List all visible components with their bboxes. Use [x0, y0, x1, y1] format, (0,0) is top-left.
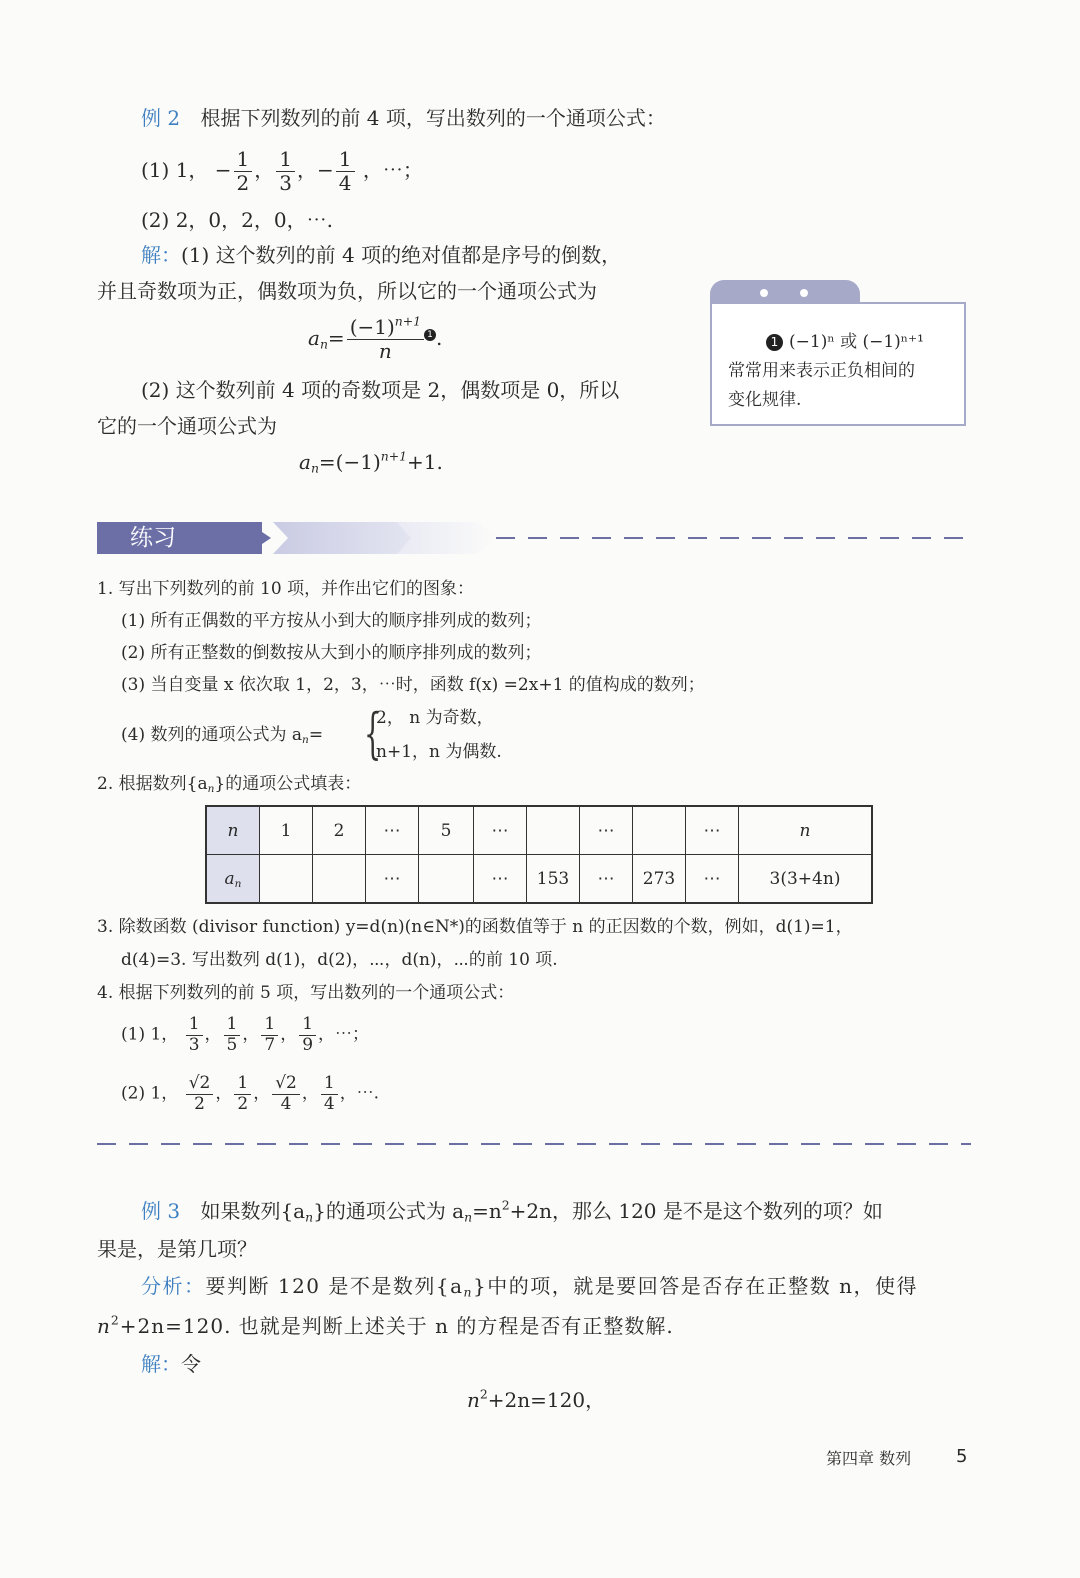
formula-an-1: $a_n=$ $\frac{(-1)^{n+1}}{n}$ 1 . [308, 313, 443, 363]
formula1-denominator: n [378, 339, 392, 363]
table-cell: ⋯ [686, 806, 739, 855]
item1-suffix: ，⋯； [362, 158, 423, 182]
equation-n: n [467, 1388, 480, 1412]
analysis-n: n [97, 1314, 111, 1338]
table-row [206, 855, 872, 904]
example3-solution-text: 令 [181, 1352, 201, 1376]
side-note-line2: 常常用来表示正负相间的 [728, 361, 915, 381]
table-cell: ⋯ [474, 855, 527, 904]
example3-text-c: =n [472, 1199, 502, 1223]
exercise-q1-4: (4) 数列的通项公式为 $a_n=$ [121, 725, 324, 747]
side-note-dot [760, 289, 768, 297]
exercise-q3-line1: 3. 除数函数 (divisor function) y=d(n)(n∈N*)的函数值等于 n 的正因数的个数，例如，d(1)=1， [97, 917, 853, 937]
example3-analysis-line2: $n^2+2n=120$. 也就是判断上述关于 n 的方程是否有正整数解. [97, 1312, 674, 1338]
example2-solution-line1 [141, 241, 621, 269]
example3-line1: 例 3 如果数列$\{a_n\}$的通项公式为 $a_n=n^2+2n$，那么 120 是不是这个数列的项？如 [141, 1197, 883, 1225]
example3-analysis-line1: 分析：要判断 120 是不是数列$\{a_n\}$中的项，就是要回答是否存在正整数 n，使得 [141, 1274, 918, 1300]
table-cell: $a_n$ [206, 855, 260, 904]
exercise-q4-1: (1) 1， $\frac{1}{3}$ ， $\frac{1}{5}$ ， $\frac{1}{7}$ ， $\frac{1}{9}$ ，⋯； [121, 1014, 370, 1055]
item1-terms: − $\frac{1}{2}$ ， $\frac{1}{3}$ ，− $\frac{1}{4}$ [215, 158, 357, 182]
table-cell [527, 806, 580, 855]
table-cell: ⋯ [474, 806, 527, 855]
side-note-dot [800, 289, 808, 297]
example3-solution [141, 1350, 201, 1378]
example3-equation: $n^2+2n=120$， [467, 1386, 606, 1412]
table-cell [313, 855, 366, 904]
q4-2-suffix: ，⋯. [339, 1083, 380, 1104]
q4-1-prefix: (1) 1， [121, 1024, 179, 1045]
table-cell: ⋯ [366, 806, 419, 855]
piecewise-brace: { [364, 702, 382, 765]
table-cell: 2 [313, 806, 366, 855]
exercise-q1-2: (2) 所有正整数的倒数按从大到小的顺序排列成的数列； [121, 643, 542, 663]
solution-text: (1) 这个数列的前 4 项的绝对值都是序号的倒数， [181, 243, 622, 267]
table-cell: 1 [260, 806, 313, 855]
solution-label: 解： [141, 243, 181, 267]
footnote-marker: 1 [424, 329, 436, 341]
banner-dashed-divider [496, 537, 970, 539]
exercise-q1-1: (1) 所有正偶数的平方按从小到大的顺序排列成的数列； [121, 611, 542, 631]
side-note-number: 1 [766, 334, 783, 351]
q2-text-end: }的通项公式填表： [214, 774, 362, 794]
fill-in-table [205, 805, 873, 904]
table-cell: ⋯ [686, 855, 739, 904]
example2-item2: (2) 2，0，2，0，⋯. [141, 208, 333, 232]
table-cell: ⋯ [366, 855, 419, 904]
side-note [710, 302, 966, 426]
exercise-q2: 2. 根据数列$\{a_n\}$的通项公式填表： [97, 774, 362, 796]
example3-label: 例 3 [141, 1199, 181, 1223]
exercise-end-divider [97, 1143, 971, 1145]
example2-solution2-line1: (2) 这个数列前 4 项的奇数项是 2，偶数项是 0，所以 [141, 378, 620, 402]
analysis-text-a: 要判断 120 是不是数列{a [205, 1274, 464, 1298]
q4-1-suffix: ，⋯； [318, 1024, 370, 1045]
table-cell [260, 855, 313, 904]
table-cell: 273 [633, 855, 686, 904]
side-note-text [728, 328, 956, 415]
piecewise-case1: 2， n 为奇数， [376, 708, 494, 728]
exercise-q1: 1. 写出下列数列的前 10 项，并作出它们的图象： [97, 579, 475, 599]
item1-prefix: (1) 1， [141, 158, 209, 182]
table-row [206, 806, 872, 855]
table-cell: 3(3+4n) [739, 855, 873, 904]
chapter-footer: 第四章 数列 [826, 1449, 912, 1468]
table-cell: 153 [527, 855, 580, 904]
example3-text-a: 如果数列{a [200, 1199, 306, 1223]
example3-text-b: }的通项公式为 a [313, 1199, 465, 1223]
page-number: 5 [956, 1446, 968, 1467]
example3-text-d: +2n，那么 120 是不是这个数列的项？如 [509, 1199, 883, 1223]
exercise-q3-line2: d(4)=3. 写出数列 d(1)，d(2)，⋯，d(n)，⋯的前 10 项. [121, 950, 558, 970]
table-cell: ⋯ [580, 806, 633, 855]
example2-solution-line2: 并且奇数项为正，偶数项为负，所以它的一个通项公式为 [97, 279, 597, 303]
q1-4-prefix: (4) 数列的通项公式为 a [121, 725, 303, 745]
analysis-text-b: }中的项，就是要回答是否存在正整数 n，使得 [473, 1274, 918, 1298]
table-cell: 5 [419, 806, 474, 855]
table-cell [633, 806, 686, 855]
analysis-label: 分析： [141, 1274, 206, 1298]
exercise-q1-3: (3) 当自变量 x 依次取 1，2，3，⋯时，函数 f(x) =2x+1 的值构成的数列； [121, 675, 705, 695]
q4-2-prefix: (2) 1， [121, 1083, 179, 1104]
table-cell: ⋯ [580, 855, 633, 904]
exercise-title: 练习 [130, 525, 176, 551]
example2-label: 例 2 [141, 106, 181, 130]
table-cell-text: a [224, 868, 235, 889]
equation-rest: +2n=120， [487, 1388, 606, 1412]
example2-item1 [141, 148, 423, 195]
table-cell: n [739, 806, 873, 855]
example2-solution2-line2: 它的一个通项公式为 [97, 414, 277, 438]
piecewise-case2: n+1，n 为偶数. [376, 742, 502, 762]
example3-line2: 果是，是第几项？ [97, 1237, 257, 1261]
side-note-line1: (−1)ⁿ 或 (−1)ⁿ⁺¹ [789, 332, 924, 352]
formula1-numerator: (−1) [349, 315, 395, 339]
exercise-q4-2: (2) 1， $\frac{√2}{2}$ ， $\frac{1}{2}$ ， $\frac{√2}{4}$ ， $\frac{1}{4}$ ，⋯. [121, 1073, 380, 1114]
example2-prompt: 根据下列数列的前 4 项，写出数列的一个通项公式： [200, 106, 666, 130]
example3-solution-label: 解： [141, 1352, 181, 1376]
exercise-q4: 4. 根据下列数列的前 5 项，写出数列的一个通项公式： [97, 983, 515, 1003]
table-cell [419, 855, 474, 904]
side-note-line3: 变化规律. [728, 390, 802, 410]
table-cell: n [206, 806, 260, 855]
formula2-body: =(−1) [318, 450, 381, 474]
example2-heading [141, 104, 666, 132]
formula-an-2: $a_n=(-1)^{n+1}+1$. [299, 448, 443, 476]
analysis-text-c: +2n=120. 也就是判断上述关于 n 的方程是否有正整数解. [119, 1314, 674, 1338]
q2-text: 2. 根据数列{a [97, 774, 208, 794]
